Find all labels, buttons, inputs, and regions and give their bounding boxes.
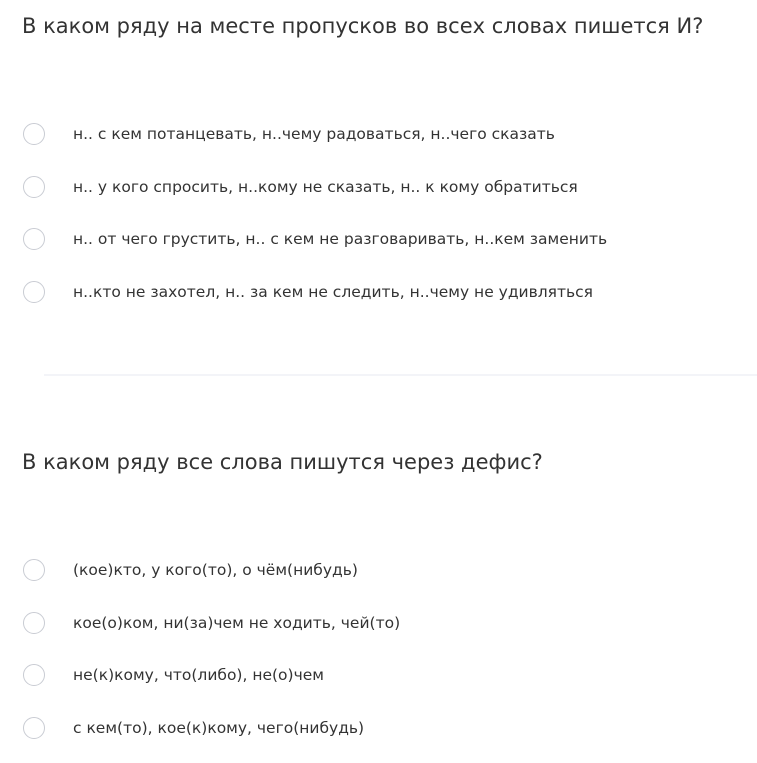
question-1-option-2[interactable]	[0, 161, 757, 214]
radio-button[interactable]	[23, 176, 45, 198]
radio-button[interactable]	[23, 228, 45, 250]
option-label[interactable]: н.. у кого спросить, н..кому не сказать, н.. к кому обратиться	[73, 177, 578, 196]
option-label[interactable]: с кем(то), кое(к)кому, чего(нибудь)	[73, 718, 365, 737]
question-divider	[44, 374, 757, 376]
option-label[interactable]: н..кто не захотел, н.. за кем не следить, н..чему не удивляться	[73, 282, 593, 301]
question-2-option-1[interactable]	[0, 544, 757, 597]
radio-button[interactable]	[23, 281, 45, 303]
radio-button[interactable]	[23, 123, 45, 145]
option-label[interactable]: не(к)кому, что(либо), не(о)чем	[73, 666, 324, 685]
radio-button[interactable]	[23, 612, 45, 634]
radio-button[interactable]	[23, 559, 45, 581]
radio-button[interactable]	[23, 717, 45, 739]
radio-button[interactable]	[23, 664, 45, 686]
question-2-option-2[interactable]	[0, 597, 757, 650]
question-2-option-4[interactable]	[0, 702, 757, 755]
option-label[interactable]: (кое)кто, у кого(то), о чём(нибудь)	[73, 561, 358, 580]
question-2-option-3[interactable]	[0, 649, 757, 702]
option-label[interactable]: кое(о)ком, ни(за)чем не ходить, чей(то)	[73, 613, 401, 632]
question-1-options	[0, 108, 757, 318]
question-2-options	[0, 544, 757, 754]
option-label[interactable]: н.. от чего грустить, н.. с кем не разговаривать, н..кем заменить	[73, 230, 608, 249]
question-1-option-4[interactable]	[0, 266, 757, 319]
question-2-title: В каком ряду все слова пишутся через дефис?	[22, 450, 543, 474]
option-label[interactable]: н.. с кем потанцевать, н..чему радоваться, н..чего сказать	[73, 125, 555, 144]
question-1-option-1[interactable]	[0, 108, 757, 161]
question-1-title: В каком ряду на месте пропусков во всех словах пишется И?	[22, 14, 704, 38]
question-1-option-3[interactable]	[0, 213, 757, 266]
